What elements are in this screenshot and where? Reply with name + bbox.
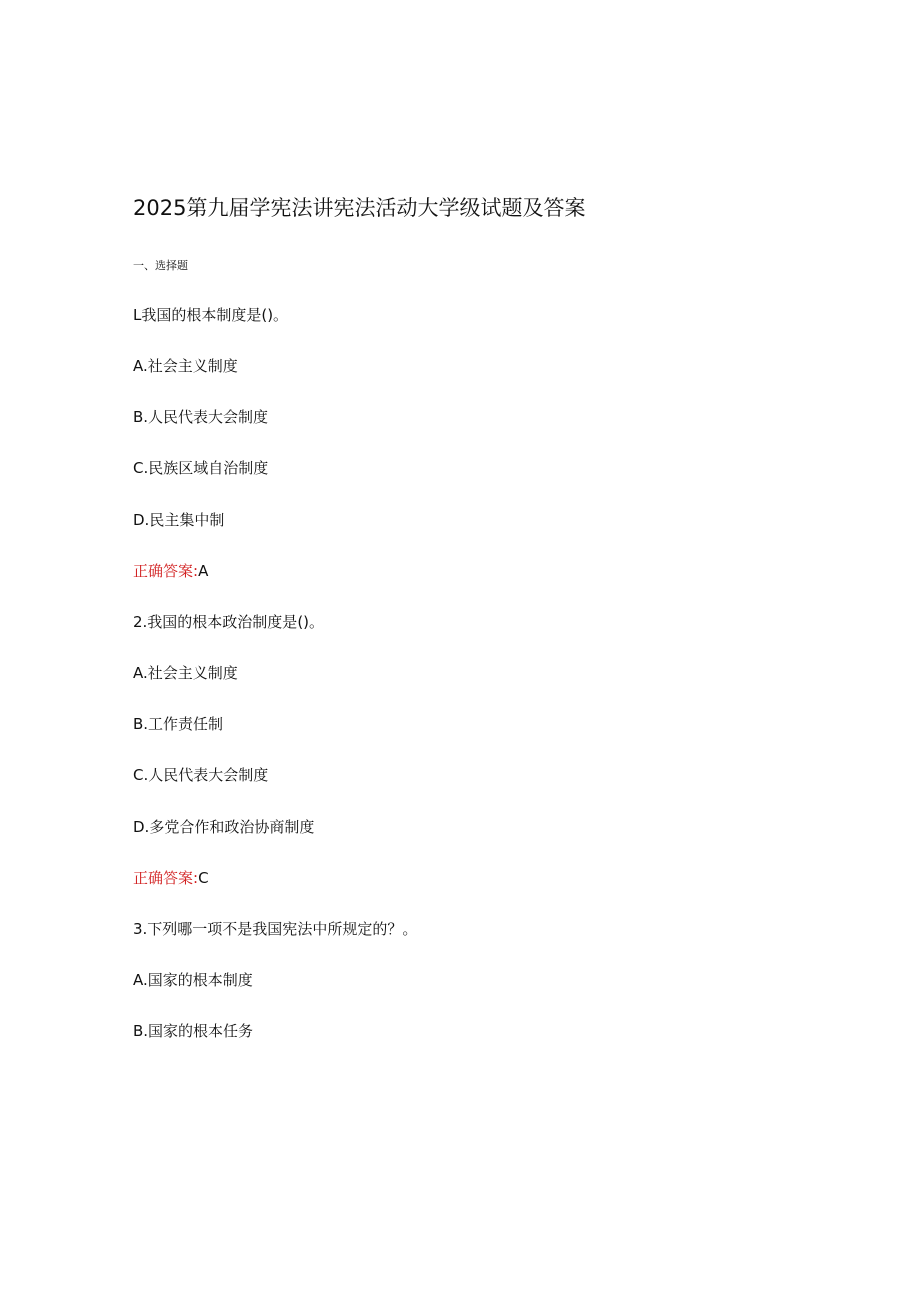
question-2-stem: 2.我国的根本政治制度是()。	[133, 613, 325, 631]
answer-value: A	[198, 562, 209, 580]
question-1-option-a: A.社会主义制度	[133, 357, 238, 375]
question-1-option-c: C.民族区域自治制度	[133, 459, 269, 477]
question-1-option-d: D.民主集中制	[133, 511, 225, 529]
answer-label: 正确答案:	[133, 562, 199, 580]
section-heading: 一、选择题	[133, 259, 188, 272]
question-2-answer	[133, 867, 209, 889]
question-1-answer	[133, 560, 208, 582]
question-3-option-a: A.国家的根本制度	[133, 971, 253, 989]
question-3-option-b: B.国家的根本任务	[133, 1022, 254, 1040]
answer-label: 正确答案:	[133, 869, 199, 887]
question-2-option-c: C.人民代表大会制度	[133, 766, 269, 784]
answer-value: C	[198, 869, 209, 887]
question-1-stem: L我国的根本制度是()。	[133, 306, 289, 324]
question-2-option-a: A.社会主义制度	[133, 664, 238, 682]
question-2-option-d: D.多党合作和政治协商制度	[133, 818, 315, 836]
question-2-option-b: B.工作责任制	[133, 715, 224, 733]
document-title: 2025第九届学宪法讲宪法活动大学级试题及答案	[133, 196, 586, 220]
question-1-option-b: B.人民代表大会制度	[133, 408, 269, 426]
question-3-stem: 3.下列哪一项不是我国宪法中所规定的？。	[133, 920, 418, 938]
